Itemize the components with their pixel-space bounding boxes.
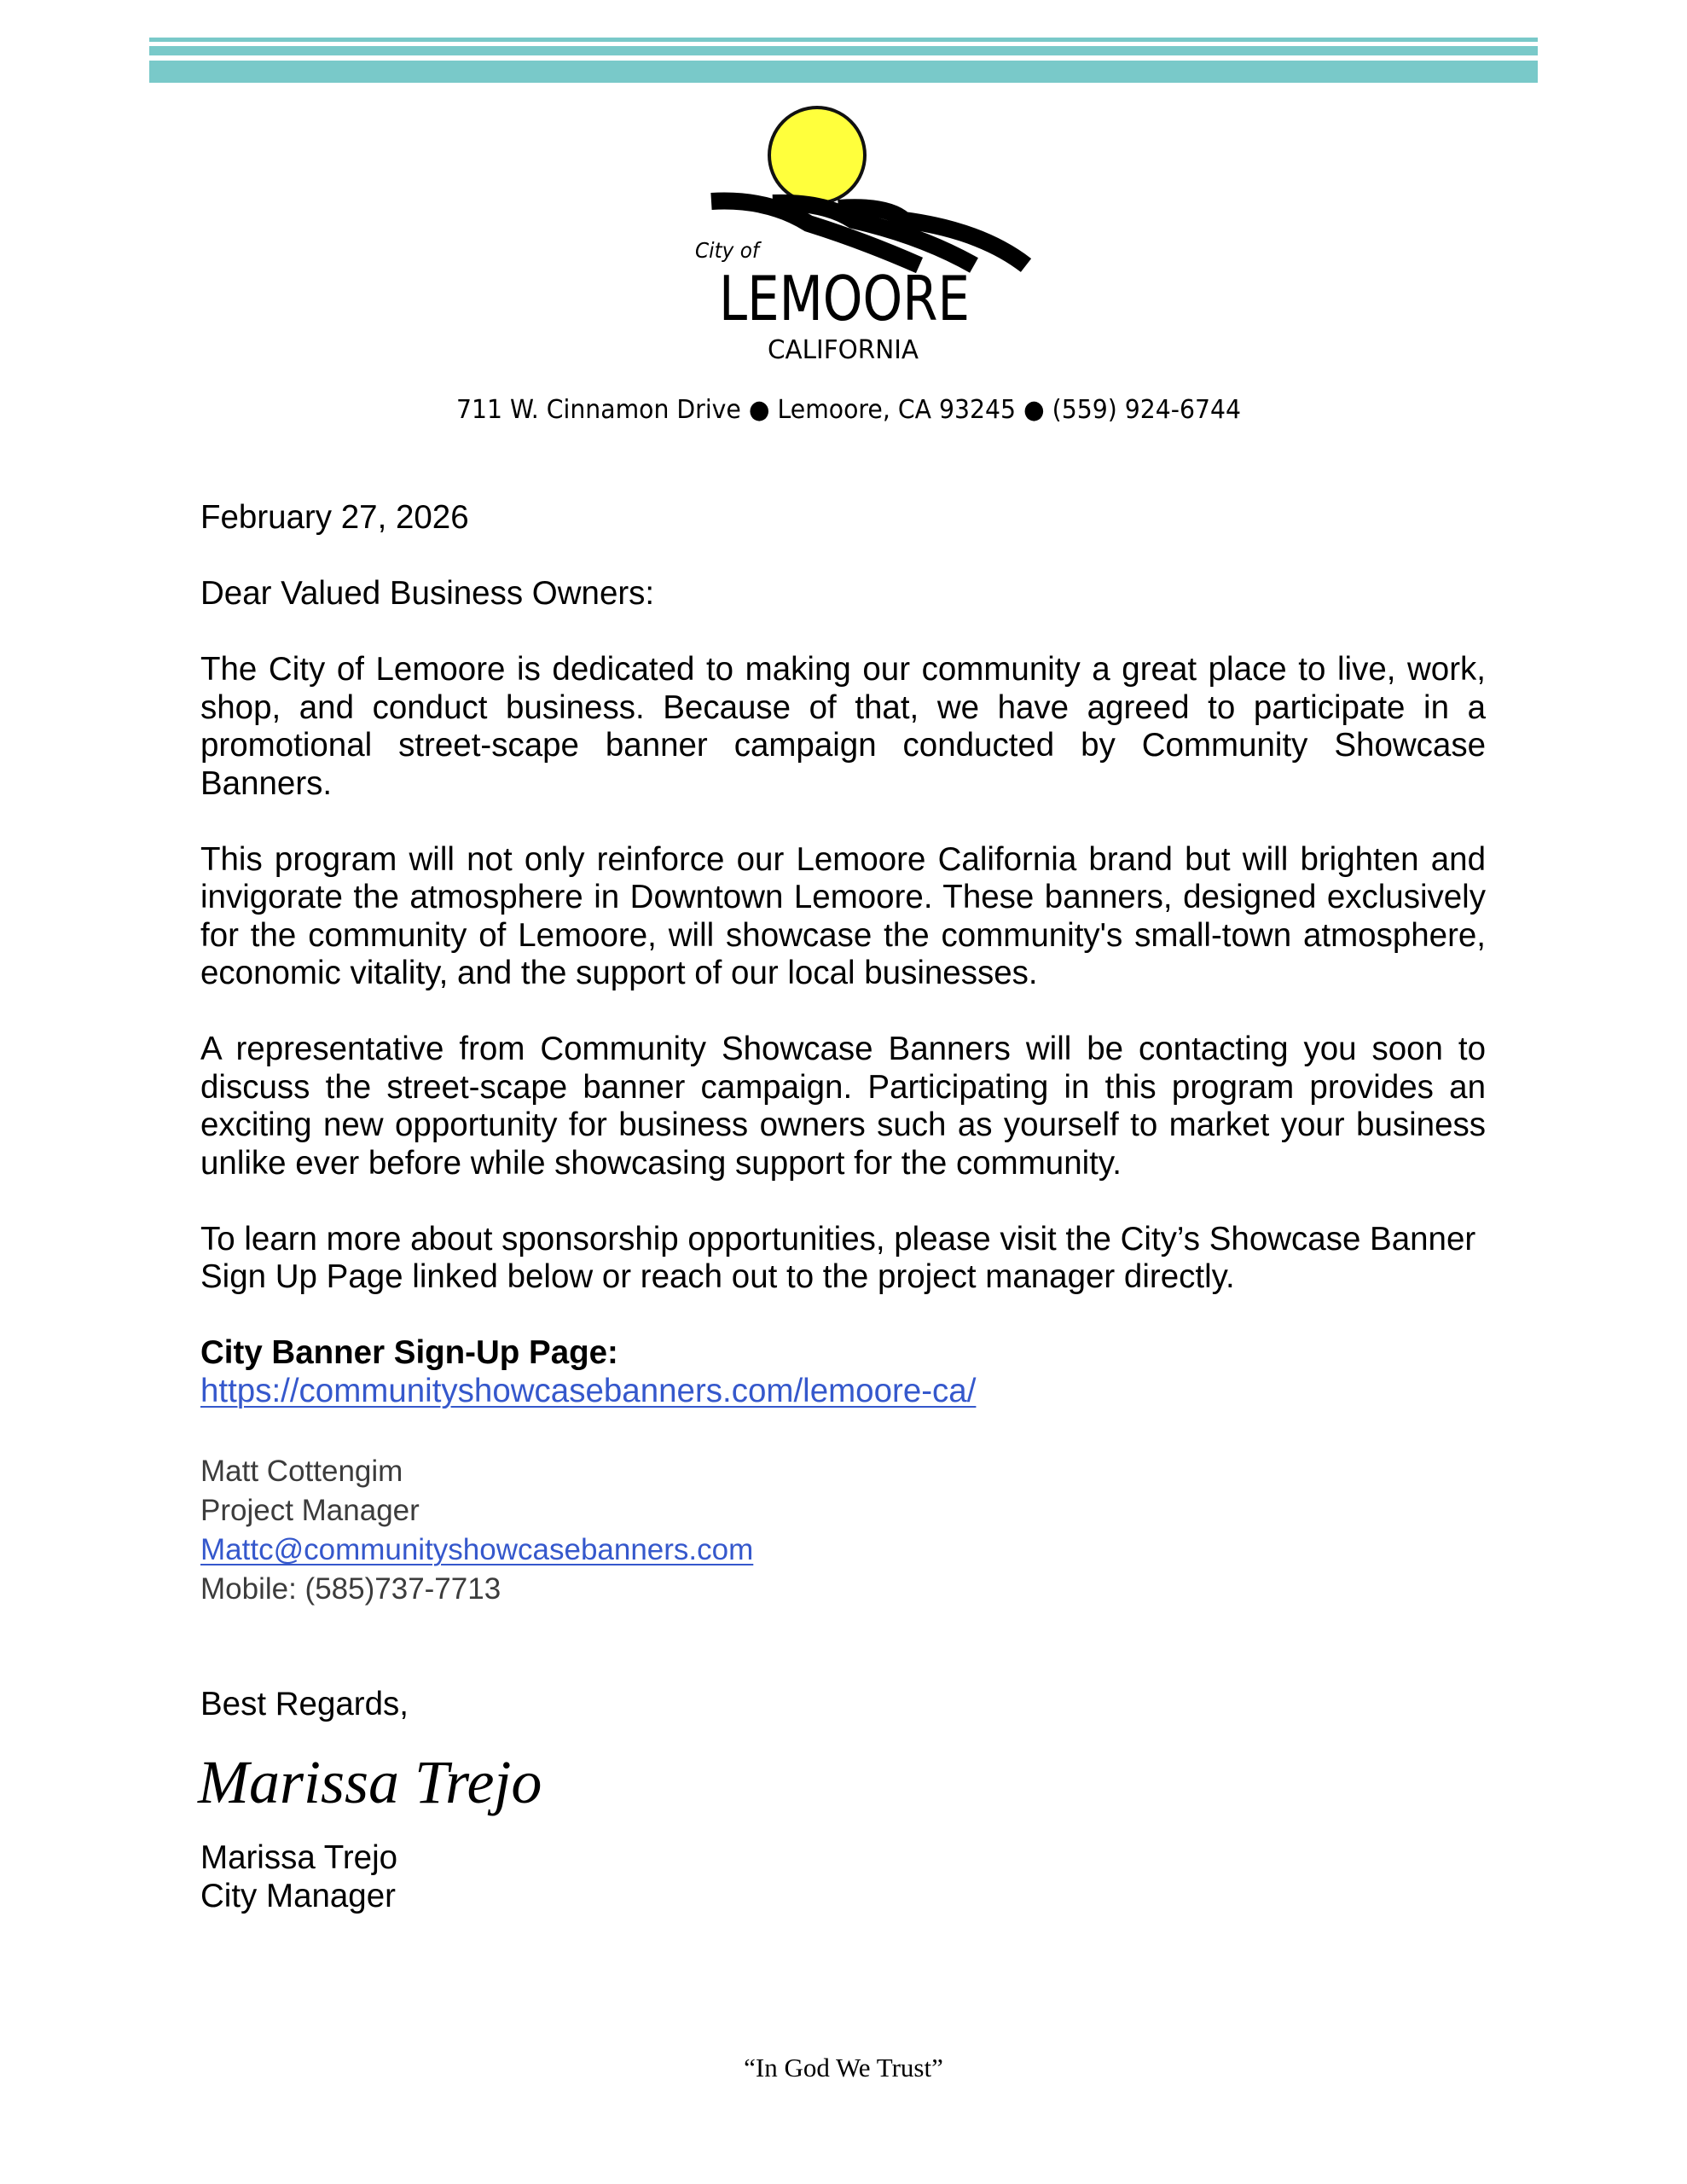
closing: Best Regards,: [200, 1686, 409, 1722]
logo-state: CALIFORNIA: [768, 335, 919, 365]
letter-body: [200, 499, 1486, 1410]
logo-city-name: LEMOORE: [719, 263, 970, 334]
letter-paragraph-4: To learn more about sponsorship opportunities, please visit the City’s Showcase Banner Sign Up Page linked below or reach out to the project manager directly.: [200, 1220, 1476, 1295]
letter-date: February 27, 2026: [200, 499, 469, 536]
signer-name: Marissa Trejo: [200, 1839, 398, 1876]
letter-paragraph-3: A representative from Community Showcase Banners will be contacting you soon to discuss the street-scape banner campaign. Participating in this program provides an exciting new opportunity for business owners such as yourself to market your business unlike ever before while showcasing support for the community.: [200, 1031, 1486, 1182]
signature: Marissa Trejo: [198, 1748, 542, 1816]
signer-block: [200, 1839, 397, 1915]
letter-paragraph-1: The City of Lemoore is dedicated to making our community a great place to live, work, shop, and conduct business. Because of that, we have agreed to participate in a promotional street-scape banner campaign conducted by Community Showcase Banners.: [200, 651, 1486, 802]
project-manager-contact: [200, 1452, 1224, 1609]
sun-icon: [769, 107, 865, 203]
contact-name: Matt Cottengim: [200, 1455, 403, 1488]
contact-title: Project Manager: [200, 1494, 420, 1527]
signer-title: City Manager: [200, 1877, 396, 1914]
contact-email-link[interactable]: Mattc@communityshowcasebanners.com: [200, 1533, 754, 1566]
letter-paragraph-2: This program will not only reinforce our Lemoore California brand but will brighten and invigorate the atmosphere in Downtown Lemoore. These banners, designed exclusively for the community of Lemoore, will showcase the community's small-town atmosphere, economic vitality, and the support of our local businesses.: [200, 840, 1486, 991]
signup-heading: City Banner Sign-Up Page:: [200, 1334, 618, 1371]
footer-motto: “In God We Trust”: [744, 2053, 943, 2082]
signup-link[interactable]: https://communityshowcasebanners.com/lemoore-ca/: [200, 1372, 977, 1409]
logo-city-of: City of: [695, 238, 762, 263]
letterhead-address: 711 W. Cinnamon Drive ● Lemoore, CA 93245 ● (559) 924-6744: [456, 395, 1241, 425]
city-logo: [0, 0, 1687, 444]
contact-mobile: Mobile: (585)737-7713: [200, 1572, 501, 1606]
letter-salutation: Dear Valued Business Owners:: [200, 575, 655, 612]
